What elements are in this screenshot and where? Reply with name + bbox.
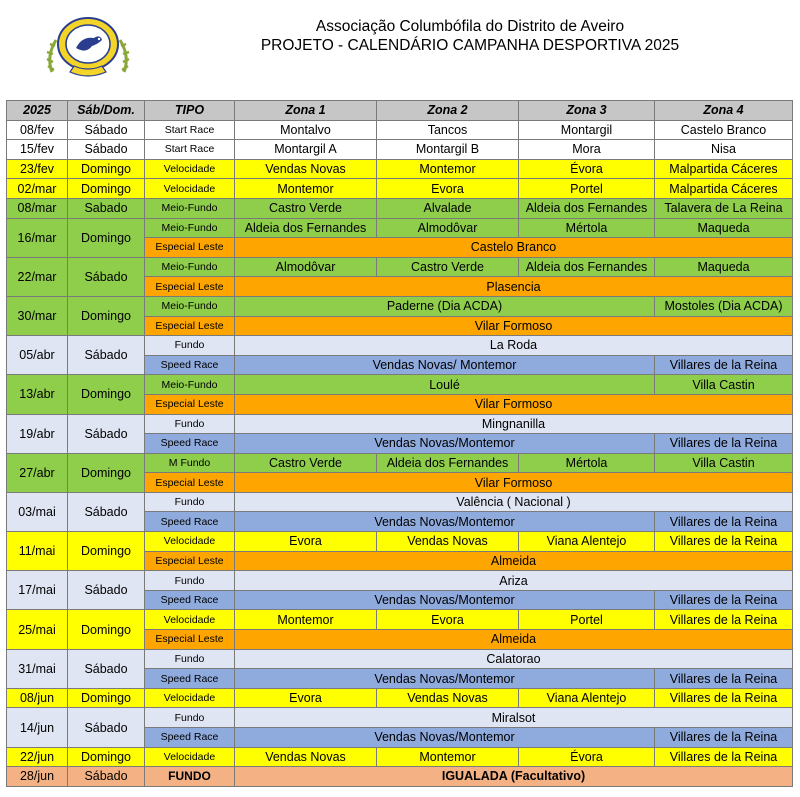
date-cell: 08/jun: [7, 688, 68, 708]
zone-cell-all: Miralsot: [235, 708, 793, 728]
day-cell: Sábado: [68, 649, 145, 688]
date-cell: 25/mai: [7, 610, 68, 649]
day-cell: Sábado: [68, 767, 145, 787]
zone-cell: Nisa: [655, 140, 793, 160]
tipo-cell: Speed Race: [145, 512, 235, 532]
tipo-cell: Velocidade: [145, 532, 235, 552]
zone-cell-all: Ariza: [235, 571, 793, 591]
tipo-cell: Fundo: [145, 336, 235, 356]
zone-cell-all: Almeida: [235, 551, 793, 571]
table-row: [7, 375, 793, 395]
zone-cell-4: Villares de la Reina: [655, 355, 793, 375]
day-cell: Sábado: [68, 257, 145, 296]
date-cell: 05/abr: [7, 336, 68, 375]
zone-cell: Montargil A: [235, 140, 377, 160]
day-cell: Domingo: [68, 532, 145, 571]
zone-cell: Almodôvar: [235, 257, 377, 277]
day-cell: Sábado: [68, 140, 145, 160]
day-cell: Domingo: [68, 453, 145, 492]
table-row: [7, 296, 793, 316]
zone-cell-1-3: Vendas Novas/Montemor: [235, 669, 655, 689]
association-title: Associação Columbófila do Distrito de Aveiro: [315, 18, 625, 35]
date-cell: 28/jun: [7, 767, 68, 787]
tipo-cell: Especial Leste: [145, 473, 235, 493]
day-cell: Domingo: [68, 688, 145, 708]
zone-cell: Aldeia dos Fernandes: [235, 218, 377, 238]
calendar-title: PROJETO - CALENDÁRIO CAMPANHA DESPORTIVA 2025: [260, 37, 680, 54]
tipo-cell: Speed Race: [145, 590, 235, 610]
zone-cell-all: Mingnanilla: [235, 414, 793, 434]
zone-cell: Vendas Novas: [377, 688, 519, 708]
table-row: [7, 218, 793, 238]
col-header: Zona 4: [655, 101, 793, 121]
date-cell: 15/fev: [7, 140, 68, 160]
col-header: 2025: [7, 101, 68, 121]
zone-cell: Viana Alentejo: [519, 532, 655, 552]
zone-cell: Villares de la Reina: [655, 610, 793, 630]
tipo-cell: Fundo: [145, 708, 235, 728]
zone-cell-4: Mostoles (Dia ACDA): [655, 296, 793, 316]
zone-cell-all: IGUALADA (Facultativo): [235, 767, 793, 787]
zone-cell: Maqueda: [655, 218, 793, 238]
zone-cell-1-3: Vendas Novas/Montemor: [235, 434, 655, 454]
tipo-cell: Speed Race: [145, 355, 235, 375]
tipo-cell: Especial Leste: [145, 238, 235, 258]
zone-cell: Evora: [377, 610, 519, 630]
tipo-cell: Velocidade: [145, 610, 235, 630]
table-row: [7, 159, 793, 179]
zone-cell: Almodôvar: [377, 218, 519, 238]
zone-cell-1-3: Vendas Novas/ Montemor: [235, 355, 655, 375]
tipo-cell: Meio-Fundo: [145, 375, 235, 395]
zone-cell: Montalvo: [235, 120, 377, 140]
date-cell: 11/mai: [7, 532, 68, 571]
calendar-table: [6, 100, 793, 787]
zone-cell: Villares de la Reina: [655, 532, 793, 552]
zone-cell-all: La Roda: [235, 336, 793, 356]
tipo-cell: Especial Leste: [145, 277, 235, 297]
tipo-cell: Fundo: [145, 649, 235, 669]
table-row: [7, 198, 793, 218]
zone-cell: Mértola: [519, 453, 655, 473]
tipo-cell: Velocidade: [145, 688, 235, 708]
zone-cell-1-3: Vendas Novas/Montemor: [235, 728, 655, 748]
zone-cell: Montemor: [235, 179, 377, 199]
col-header: Sáb/Dom.: [68, 101, 145, 121]
zone-cell: Mora: [519, 140, 655, 160]
col-header: TIPO: [145, 101, 235, 121]
date-cell: 19/abr: [7, 414, 68, 453]
zone-cell: Portel: [519, 610, 655, 630]
zone-cell-all: Castelo Branco: [235, 238, 793, 258]
date-cell: 14/jun: [7, 708, 68, 747]
table-row: [7, 571, 793, 591]
zone-cell: Malpartida Cáceres: [655, 159, 793, 179]
table-row: [7, 708, 793, 728]
day-cell: Sábado: [68, 336, 145, 375]
zone-cell-4: Villares de la Reina: [655, 728, 793, 748]
tipo-cell: Meio-Fundo: [145, 296, 235, 316]
day-cell: Sábado: [68, 120, 145, 140]
zone-cell: Maqueda: [655, 257, 793, 277]
day-cell: Sábado: [68, 571, 145, 610]
day-cell: Domingo: [68, 296, 145, 335]
tipo-cell: M Fundo: [145, 453, 235, 473]
zone-cell-4: Villares de la Reina: [655, 512, 793, 532]
tipo-cell: Velocidade: [145, 159, 235, 179]
day-cell: Domingo: [68, 747, 145, 767]
tipo-cell: Start Race: [145, 120, 235, 140]
date-cell: 08/mar: [7, 198, 68, 218]
tipo-cell: Especial Leste: [145, 630, 235, 650]
table-row: [7, 610, 793, 630]
tipo-cell: Velocidade: [145, 747, 235, 767]
zone-cell: Evora: [235, 532, 377, 552]
tipo-cell: Speed Race: [145, 728, 235, 748]
date-cell: 22/jun: [7, 747, 68, 767]
zone-cell: Vendas Novas: [235, 159, 377, 179]
zone-cell: Évora: [519, 747, 655, 767]
table-row: [7, 120, 793, 140]
tipo-cell: Especial Leste: [145, 316, 235, 336]
zone-cell-1-3: Vendas Novas/Montemor: [235, 512, 655, 532]
zone-cell: Aldeia dos Fernandes: [519, 198, 655, 218]
tipo-cell: Velocidade: [145, 179, 235, 199]
zone-cell: Montargil: [519, 120, 655, 140]
col-header: Zona 1: [235, 101, 377, 121]
table-row: [7, 767, 793, 787]
zone-cell: Montemor: [377, 159, 519, 179]
table-row: [7, 336, 793, 356]
zone-cell-all: Almeida: [235, 630, 793, 650]
zone-cell: Malpartida Cáceres: [655, 179, 793, 199]
zone-cell-1-3: Vendas Novas/Montemor: [235, 590, 655, 610]
tipo-cell: Start Race: [145, 140, 235, 160]
acda-pigeon-emblem-icon: [42, 14, 134, 84]
tipo-cell: Fundo: [145, 571, 235, 591]
zone-cell-4: Villares de la Reina: [655, 669, 793, 689]
table-row: [7, 688, 793, 708]
date-cell: 08/fev: [7, 120, 68, 140]
zone-cell-4: Villares de la Reina: [655, 434, 793, 454]
day-cell: Sábado: [68, 414, 145, 453]
zone-cell: Castelo Branco: [655, 120, 793, 140]
zone-cell: Montemor: [235, 610, 377, 630]
acda-logo: [42, 14, 134, 84]
day-cell: Sábado: [68, 492, 145, 531]
tipo-cell: Fundo: [145, 414, 235, 434]
zone-cell: Villares de la Reina: [655, 747, 793, 767]
tipo-cell: Meio-Fundo: [145, 257, 235, 277]
day-cell: Sabado: [68, 198, 145, 218]
day-cell: Domingo: [68, 218, 145, 257]
zone-cell: Vendas Novas: [377, 532, 519, 552]
zone-cell: Vendas Novas: [235, 747, 377, 767]
zone-cell: Alvalade: [377, 198, 519, 218]
zone-cell: Castro Verde: [377, 257, 519, 277]
table-row: [7, 140, 793, 160]
tipo-cell: Especial Leste: [145, 551, 235, 571]
zone-cell-all: Vilar Formoso: [235, 473, 793, 493]
zone-cell-4: Villa Castin: [655, 375, 793, 395]
tipo-cell: Meio-Fundo: [145, 198, 235, 218]
zone-cell: Évora: [519, 159, 655, 179]
date-cell: 31/mai: [7, 649, 68, 688]
table-row: [7, 179, 793, 199]
date-cell: 13/abr: [7, 375, 68, 414]
zone-cell: Evora: [377, 179, 519, 199]
day-cell: Domingo: [68, 610, 145, 649]
zone-cell: Montargil B: [377, 140, 519, 160]
day-cell: Domingo: [68, 159, 145, 179]
zone-cell-4: Villares de la Reina: [655, 590, 793, 610]
zone-cell-all: Vilar Formoso: [235, 394, 793, 414]
table-row: [7, 453, 793, 473]
zone-cell: Talavera de La Reina: [655, 198, 793, 218]
tipo-cell: FUNDO: [145, 767, 235, 787]
zone-cell: Villa Castin: [655, 453, 793, 473]
zone-cell: Villares de la Reina: [655, 688, 793, 708]
zone-cell-all: Vilar Formoso: [235, 316, 793, 336]
zone-cell-1-3: Paderne (Dia ACDA): [235, 296, 655, 316]
zone-cell-all: Calatorao: [235, 649, 793, 669]
date-cell: 02/mar: [7, 179, 68, 199]
zone-cell: Tancos: [377, 120, 519, 140]
zone-cell: Portel: [519, 179, 655, 199]
zone-cell-all: Plasencia: [235, 277, 793, 297]
day-cell: Domingo: [68, 375, 145, 414]
date-cell: 27/abr: [7, 453, 68, 492]
header-row: [7, 101, 793, 121]
tipo-cell: Fundo: [145, 492, 235, 512]
date-cell: 17/mai: [7, 571, 68, 610]
date-cell: 30/mar: [7, 296, 68, 335]
zone-cell: Castro Verde: [235, 453, 377, 473]
day-cell: Sábado: [68, 708, 145, 747]
table-row: [7, 747, 793, 767]
tipo-cell: Especial Leste: [145, 394, 235, 414]
col-header: Zona 2: [377, 101, 519, 121]
zone-cell: Montemor: [377, 747, 519, 767]
table-row: [7, 257, 793, 277]
zone-cell-all: Valência ( Nacional ): [235, 492, 793, 512]
table-row: [7, 532, 793, 552]
zone-cell: Viana Alentejo: [519, 688, 655, 708]
zone-cell: Castro Verde: [235, 198, 377, 218]
date-cell: 23/fev: [7, 159, 68, 179]
col-header: Zona 3: [519, 101, 655, 121]
zone-cell-1-3: Loulé: [235, 375, 655, 395]
tipo-cell: Speed Race: [145, 669, 235, 689]
table-row: [7, 492, 793, 512]
date-cell: 16/mar: [7, 218, 68, 257]
tipo-cell: Speed Race: [145, 434, 235, 454]
table-row: [7, 649, 793, 669]
zone-cell: Mértola: [519, 218, 655, 238]
day-cell: Domingo: [68, 179, 145, 199]
zone-cell: Aldeia dos Fernandes: [519, 257, 655, 277]
date-cell: 03/mai: [7, 492, 68, 531]
zone-cell: Aldeia dos Fernandes: [377, 453, 519, 473]
table-row: [7, 414, 793, 434]
tipo-cell: Meio-Fundo: [145, 218, 235, 238]
zone-cell: Evora: [235, 688, 377, 708]
date-cell: 22/mar: [7, 257, 68, 296]
